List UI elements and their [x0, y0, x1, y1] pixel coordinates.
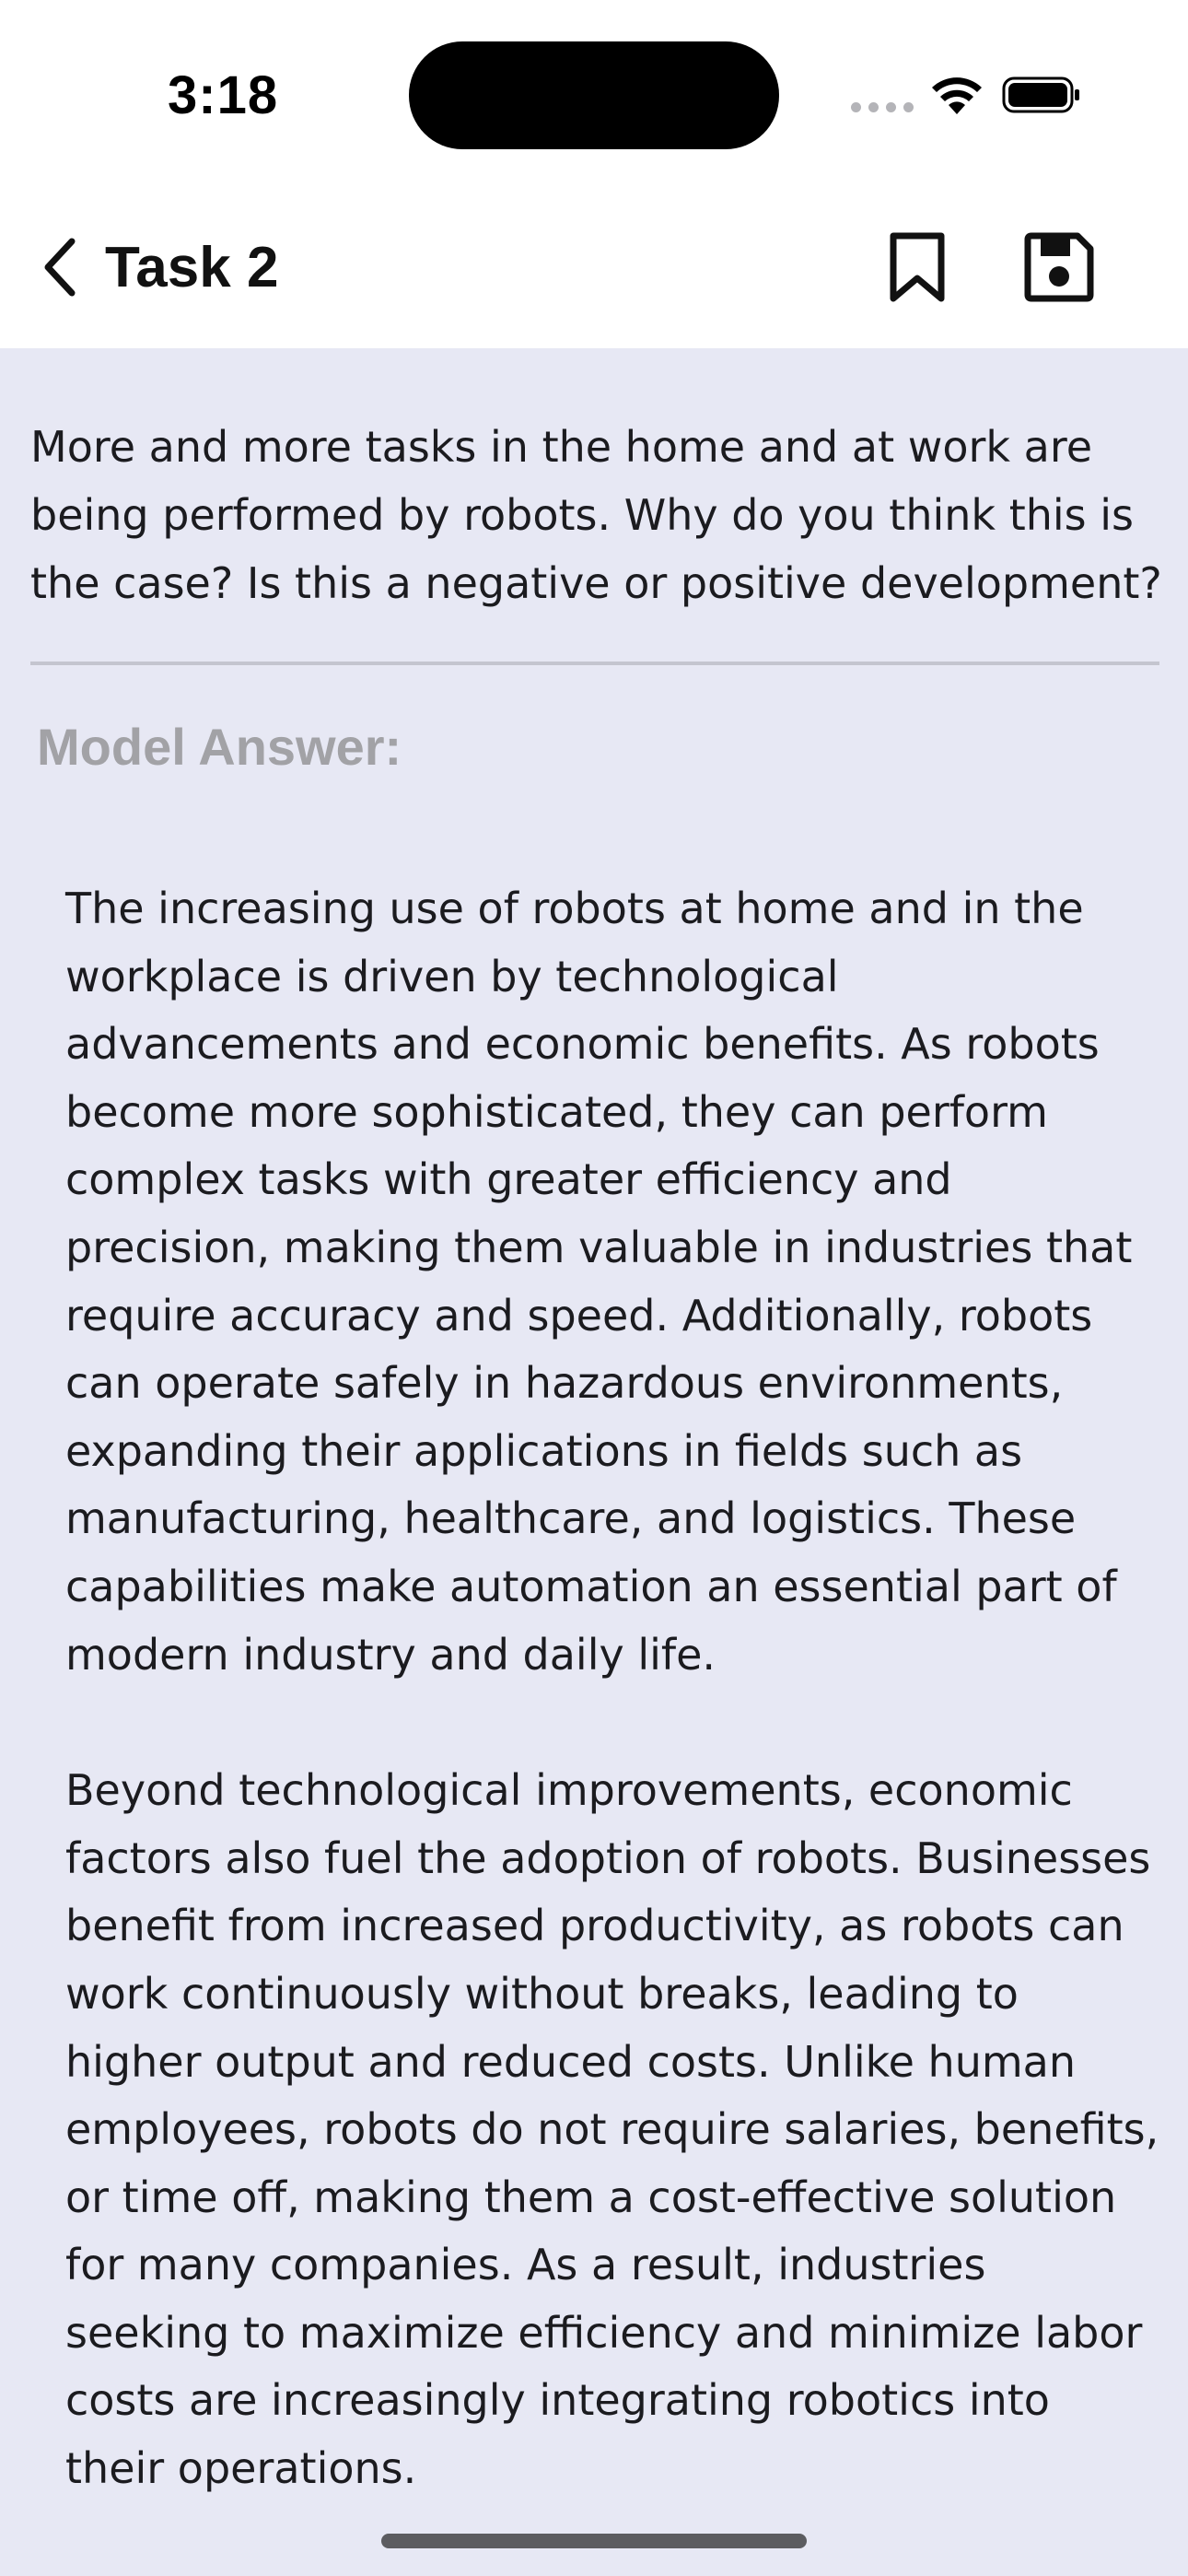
save-icon[interactable] [1022, 230, 1096, 304]
navigation-bar [0, 184, 1188, 348]
bookmark-icon[interactable] [886, 230, 949, 304]
dynamic-island [409, 41, 779, 149]
task-question: More and more tasks in the home and at work are being performed by robots. Why do you think this is the case? Is this a negative or positive development? [30, 422, 1162, 608]
status-bar [0, 0, 1188, 184]
status-time: 3:18 [168, 65, 279, 125]
battery-icon [1002, 76, 1081, 114]
task-content[interactable] [0, 348, 1188, 2494]
model-answer-heading: Model Answer: [37, 718, 402, 776]
home-indicator[interactable] [381, 2534, 807, 2548]
cellular-signal-icon [851, 102, 914, 112]
model-answer-body [65, 875, 1161, 2494]
wifi-icon [930, 74, 984, 116]
divider [30, 662, 1159, 665]
page-title: Task 2 [105, 235, 279, 299]
chevron-left-icon [39, 236, 79, 299]
back-button[interactable] [39, 230, 278, 304]
answer-paragraph-1: The increasing use of robots at home and in the workplace is driven by technological advancements and economic benefits. As robots become more sophisticated, they can perform complex tasks with greater efficiency and precision, making them valuable in industries that require accuracy and speed. Additionally, robots can operate safely in hazardous environments, expanding their applications in fields such as manufacturing, healthcare, and logistics. These capabilities make automation an essential part of modern industry and daily life. [65, 884, 1133, 1680]
answer-paragraph-2: Beyond technological improvements, economic factors also fuel the adoption of robots. Businesses benefit from increased productivity, as robots can work continuously without breaks, leading to higher output and reduced costs. Unlike human employees, robots do not require salaries, benefits, or time off, making them a cost-effective solution for many companies. As a result, industries seeking to maximize efficiency and minimize labor costs are increasingly integrating robotics into their operations. [65, 1765, 1159, 2494]
